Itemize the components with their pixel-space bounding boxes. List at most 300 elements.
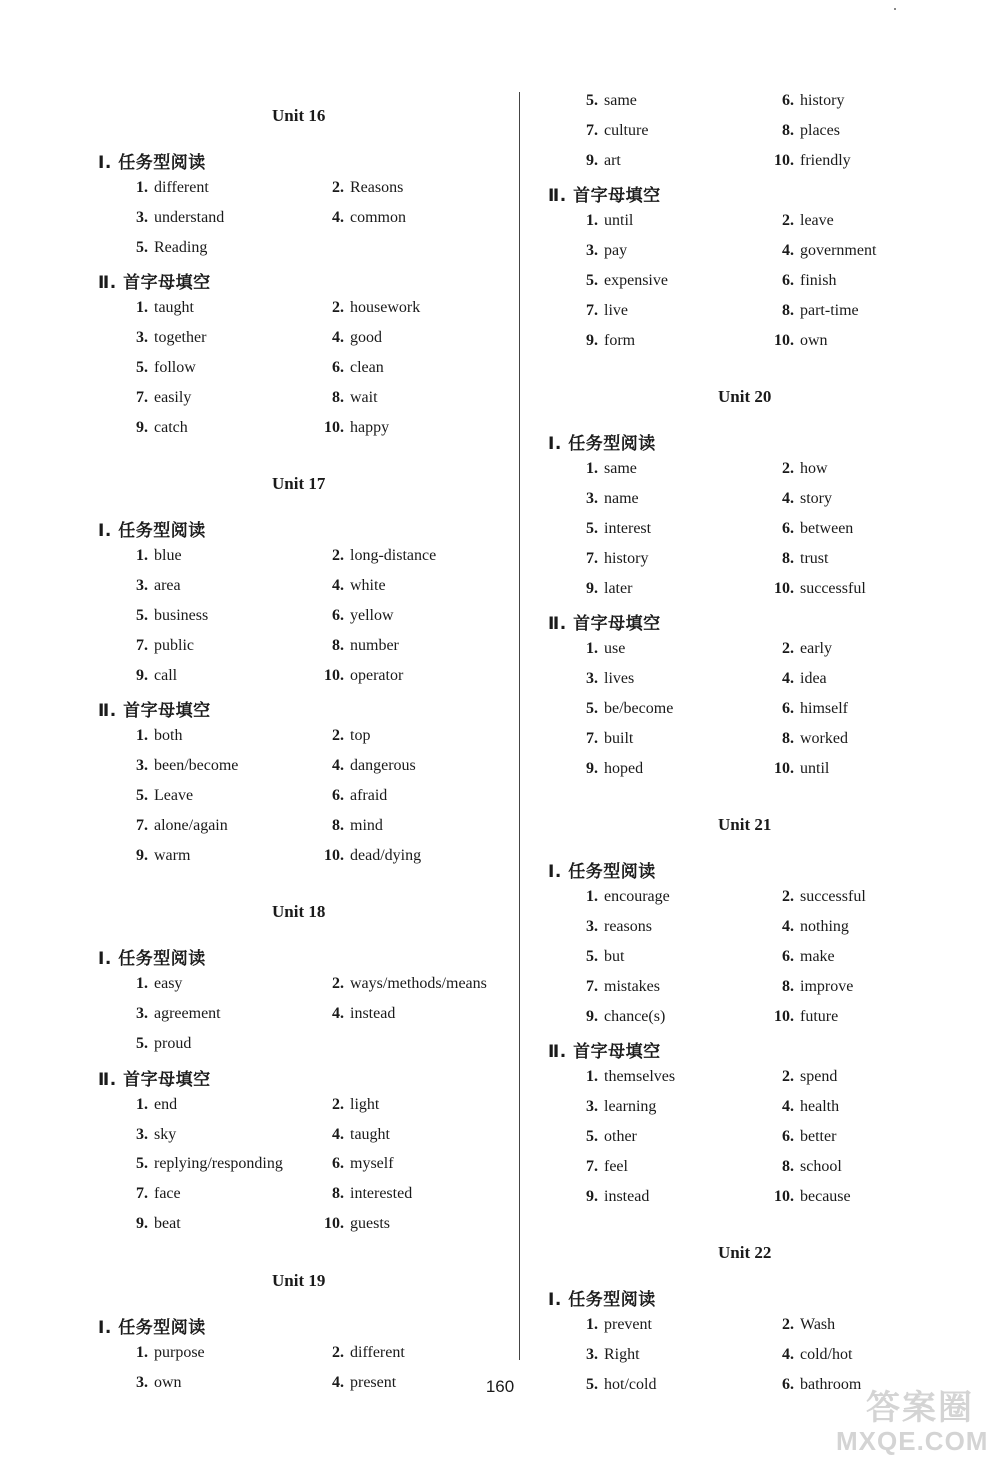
- answer-item: [768, 580, 866, 598]
- answer-number: 2.: [332, 975, 344, 993]
- section-heading: Ⅰ. 任务型阅读: [98, 1317, 206, 1338]
- answer-item: [318, 1155, 394, 1173]
- answer-item: [768, 550, 828, 568]
- answer-item: [122, 607, 208, 625]
- answer-word: number: [350, 636, 399, 654]
- answer-number: 5.: [586, 948, 598, 965]
- answer-item: [122, 419, 188, 437]
- answer-item: [572, 1316, 652, 1334]
- answer-item: [572, 1158, 628, 1176]
- answer-word: spend: [800, 1068, 838, 1086]
- answer-word: chance(s): [604, 1007, 666, 1025]
- answer-word: learning: [604, 1098, 657, 1116]
- answer-word: cold/hot: [800, 1346, 853, 1364]
- answer-number: 8.: [332, 388, 344, 406]
- answer-number: 3.: [136, 1125, 148, 1143]
- section-heading: Ⅰ. 任务型阅读: [98, 521, 206, 542]
- answer-word: alone/again: [154, 816, 228, 834]
- answer-word: improve: [800, 977, 854, 995]
- answer-word: ways/methods/means: [350, 975, 487, 993]
- answer-item: [768, 888, 866, 906]
- answer-item: [572, 550, 648, 568]
- answer-word: expensive: [604, 272, 668, 289]
- answer-item: [768, 460, 828, 478]
- section-heading: Ⅱ. 首字母填空: [98, 1069, 211, 1090]
- answer-item: [768, 520, 853, 538]
- answer-number: 7.: [586, 549, 598, 567]
- unit-title: Unit 22: [718, 1243, 772, 1263]
- answer-word: be/become: [604, 700, 674, 717]
- answer-number: 10.: [774, 759, 794, 777]
- answer-word: common: [350, 208, 406, 226]
- answer-word: taught: [154, 299, 194, 317]
- section-heading: Ⅰ. 任务型阅读: [98, 153, 206, 173]
- answer-number: 8.: [782, 301, 794, 319]
- answer-item: [122, 667, 177, 685]
- answer-word: long-distance: [350, 547, 437, 565]
- answer-number: 1.: [586, 888, 598, 906]
- answer-number: 7.: [136, 388, 148, 406]
- answer-word: guests: [350, 1215, 390, 1232]
- section-heading: Ⅱ. 首字母填空: [98, 273, 211, 294]
- answer-word: same: [604, 92, 637, 109]
- answer-word: history: [604, 549, 649, 567]
- answer-number: 3.: [136, 208, 148, 226]
- answer-number: 4.: [782, 1098, 794, 1116]
- answer-word: afraid: [350, 787, 388, 804]
- answer-word: better: [800, 1128, 837, 1145]
- answer-number: 5.: [586, 1376, 598, 1393]
- answer-number: 9.: [136, 1215, 148, 1232]
- answer-item: [122, 1185, 181, 1203]
- answer-number: 6.: [332, 607, 344, 624]
- answer-word: until: [800, 759, 830, 777]
- answer-item: [122, 1035, 191, 1053]
- answer-item: [572, 92, 637, 110]
- answer-number: 10.: [774, 579, 794, 597]
- answer-item: [318, 847, 421, 865]
- answer-number: 4.: [782, 1346, 794, 1364]
- answer-word: replying/responding: [154, 1155, 283, 1173]
- answer-word: reasons: [604, 918, 652, 936]
- answer-word: end: [154, 1095, 178, 1113]
- answer-item: [122, 209, 224, 227]
- answer-item: [572, 948, 624, 966]
- answer-item: [768, 670, 827, 688]
- answer-number: 5.: [136, 359, 148, 376]
- answer-item: [768, 92, 844, 110]
- answer-number: 10.: [774, 151, 794, 169]
- answer-number: 4.: [782, 242, 794, 260]
- answer-item: [768, 730, 848, 748]
- answer-word: pay: [604, 242, 628, 260]
- answer-word: future: [800, 1007, 839, 1025]
- answer-number: 2.: [332, 299, 344, 317]
- answer-word: myself: [350, 1155, 394, 1173]
- answer-item: [122, 299, 194, 317]
- answer-item: [572, 1346, 640, 1364]
- answer-item: [768, 1128, 836, 1146]
- answer-number: 10.: [324, 666, 344, 684]
- answer-item: [122, 757, 238, 775]
- answer-item: [572, 520, 651, 538]
- answer-word: both: [154, 727, 183, 745]
- answer-number: 8.: [782, 1157, 794, 1175]
- answer-item: [122, 817, 228, 835]
- answer-number: 3.: [586, 242, 598, 260]
- answer-number: 10.: [324, 846, 344, 864]
- section-heading: Ⅰ. 任务型阅读: [548, 434, 656, 455]
- answer-number: 8.: [782, 549, 794, 567]
- answer-item: [572, 242, 627, 260]
- answer-number: 3.: [586, 670, 598, 688]
- unit-title: Unit 16: [272, 106, 326, 125]
- answer-word: call: [154, 666, 178, 684]
- answer-item: [318, 209, 406, 227]
- answer-word: taught: [350, 1125, 390, 1143]
- answer-item: [122, 1096, 177, 1114]
- answer-item: [572, 490, 639, 508]
- answer-number: 3.: [586, 918, 598, 936]
- answer-number: 6.: [782, 1128, 794, 1145]
- answer-number: 7.: [586, 121, 598, 139]
- answer-number: 6.: [332, 787, 344, 804]
- page-number: 160: [485, 1377, 515, 1396]
- answer-word: beat: [154, 1215, 181, 1232]
- answer-number: 5.: [586, 1128, 598, 1145]
- answer-item: [768, 640, 832, 658]
- answer-item: [122, 1155, 283, 1173]
- answer-number: 5.: [136, 238, 148, 256]
- answer-number: 5.: [136, 1155, 148, 1173]
- answer-item: [572, 700, 673, 718]
- answer-word: successful: [800, 888, 866, 906]
- answer-number: 9.: [586, 331, 598, 349]
- answer-item: [122, 1374, 182, 1392]
- answer-number: 2.: [332, 727, 344, 745]
- answer-word: Reasons: [350, 179, 404, 196]
- answer-number: 3.: [136, 577, 148, 595]
- answer-word: been/become: [154, 757, 239, 775]
- answer-word: agreement: [154, 1005, 221, 1023]
- answer-word: interested: [350, 1185, 413, 1203]
- answer-word: name: [604, 490, 639, 508]
- answer-number: 4.: [782, 490, 794, 508]
- answer-number: 3.: [136, 1373, 148, 1391]
- answer-number: 7.: [586, 977, 598, 995]
- answer-item: [318, 975, 487, 993]
- answer-item: [318, 757, 416, 775]
- answer-word: easily: [154, 388, 192, 406]
- answer-item: [122, 1215, 181, 1233]
- answer-word: bathroom: [800, 1376, 862, 1393]
- answer-word: wait: [350, 388, 378, 406]
- answer-word: lives: [604, 670, 635, 688]
- answer-number: 4.: [782, 670, 794, 688]
- answer-number: 2.: [782, 460, 794, 478]
- answer-item: [768, 700, 848, 718]
- answer-word: mistakes: [604, 977, 660, 995]
- answer-item: [768, 1158, 842, 1176]
- answer-word: light: [350, 1095, 380, 1113]
- answer-word: interest: [604, 520, 652, 537]
- answer-item: [572, 730, 633, 748]
- answer-item: [122, 727, 182, 745]
- answer-number: 8.: [332, 1185, 344, 1203]
- answer-number: 5.: [586, 700, 598, 717]
- answer-item: [122, 1005, 221, 1023]
- answer-word: proud: [154, 1035, 192, 1052]
- answer-number: 4.: [332, 208, 344, 226]
- answer-word: instead: [350, 1005, 396, 1023]
- answer-number: 7.: [136, 636, 148, 654]
- answer-item: [572, 580, 632, 598]
- answer-item: [572, 212, 633, 230]
- answer-number: 10.: [774, 331, 794, 349]
- answer-number: 4.: [782, 918, 794, 936]
- answer-item: [768, 1316, 835, 1334]
- answer-item: [572, 460, 637, 478]
- answer-item: [768, 332, 828, 350]
- answer-number: 2.: [782, 888, 794, 906]
- answer-item: [768, 490, 832, 508]
- answer-item: [572, 1068, 675, 1086]
- answer-word: Right: [604, 1346, 640, 1364]
- answer-number: 6.: [332, 359, 344, 376]
- answer-word: together: [154, 329, 207, 347]
- answer-item: [122, 329, 206, 347]
- answer-item: [572, 152, 621, 170]
- answer-item: [122, 239, 207, 257]
- answer-number: 3.: [136, 329, 148, 347]
- answer-word: Reading: [154, 238, 208, 256]
- answer-word: because: [800, 1187, 851, 1205]
- answer-number: 4.: [332, 757, 344, 775]
- answer-number: 6.: [782, 520, 794, 537]
- answer-item: [122, 1126, 176, 1144]
- answer-word: public: [154, 636, 194, 654]
- answer-number: 4.: [332, 329, 344, 347]
- answer-number: 3.: [136, 1005, 148, 1023]
- answer-word: blue: [154, 547, 182, 565]
- answer-number: 4.: [332, 577, 344, 595]
- answer-number: 3.: [586, 1098, 598, 1116]
- answer-word: idea: [800, 670, 827, 688]
- answer-item: [572, 760, 643, 778]
- answer-item: [768, 760, 829, 778]
- answer-item: [572, 918, 652, 936]
- answer-word: prevent: [604, 1316, 652, 1334]
- answer-word: dead/dying: [350, 846, 422, 864]
- answer-item: [768, 242, 876, 260]
- answer-number: 4.: [332, 1005, 344, 1023]
- answer-number: 7.: [586, 1157, 598, 1175]
- answer-word: worked: [800, 729, 848, 747]
- answer-word: later: [604, 579, 633, 597]
- answer-number: 10.: [774, 1187, 794, 1205]
- answer-item: [572, 978, 660, 996]
- answer-word: culture: [604, 121, 649, 139]
- section-heading: Ⅱ. 首字母填空: [548, 614, 661, 635]
- answer-item: [768, 152, 851, 170]
- answer-word: feel: [604, 1157, 628, 1175]
- answer-number: 1.: [136, 1095, 148, 1113]
- answer-number: 9.: [136, 666, 148, 684]
- answer-word: part-time: [800, 301, 859, 319]
- answer-word: finish: [800, 272, 837, 289]
- answer-word: live: [604, 301, 628, 319]
- answer-item: [318, 1185, 412, 1203]
- answer-number: 6.: [782, 92, 794, 109]
- answer-number: 2.: [782, 212, 794, 230]
- answer-item: [122, 577, 181, 595]
- answer-item: [768, 122, 840, 140]
- answer-word: own: [800, 331, 828, 349]
- answer-item: [122, 975, 182, 993]
- answer-number: 1.: [136, 547, 148, 565]
- answer-number: 10.: [324, 418, 344, 436]
- answer-number: 8.: [782, 977, 794, 995]
- answer-word: purpose: [154, 1343, 205, 1361]
- watermark-bottom-text: MXQE.COM: [836, 1426, 989, 1456]
- answer-item: [572, 1098, 656, 1116]
- answer-item: [572, 122, 648, 140]
- unit-title: Unit 21: [718, 815, 772, 835]
- unit-title: Unit 20: [718, 387, 772, 407]
- answer-number: 8.: [782, 121, 794, 139]
- answer-item: [318, 419, 389, 437]
- answer-number: 9.: [586, 579, 598, 597]
- answer-word: own: [154, 1373, 182, 1391]
- answer-number: 8.: [332, 816, 344, 834]
- answer-word: good: [350, 329, 382, 347]
- answer-word: catch: [154, 418, 188, 436]
- answer-word: present: [350, 1373, 397, 1391]
- answer-word: encourage: [604, 888, 670, 906]
- answer-item: [768, 1008, 838, 1026]
- answer-word: instead: [604, 1187, 650, 1205]
- answer-word: hoped: [604, 759, 644, 777]
- answer-number: 2.: [332, 547, 344, 565]
- answer-word: story: [800, 490, 832, 508]
- answer-word: face: [154, 1185, 181, 1203]
- answer-number: 5.: [136, 787, 148, 804]
- answer-item: [318, 359, 384, 377]
- answer-item: [318, 329, 382, 347]
- watermark-logo: [836, 1380, 996, 1462]
- answer-item: [318, 299, 420, 317]
- section-heading: Ⅱ. 首字母填空: [548, 1042, 661, 1063]
- answer-number: 2.: [332, 1343, 344, 1361]
- section-heading: Ⅱ. 首字母填空: [548, 186, 661, 207]
- answer-word: form: [604, 331, 636, 349]
- answer-number: 1.: [136, 1343, 148, 1361]
- answer-number: 2.: [782, 640, 794, 658]
- answer-item: [572, 332, 635, 350]
- answer-word: easy: [154, 975, 183, 993]
- answer-item: [768, 948, 835, 966]
- answer-number: 2.: [332, 179, 344, 196]
- answer-number: 9.: [586, 1187, 598, 1205]
- answer-word: until: [604, 212, 634, 230]
- answer-word: warm: [154, 846, 191, 864]
- answer-item: [768, 978, 853, 996]
- answer-word: art: [604, 151, 621, 169]
- answer-number: 1.: [586, 1068, 598, 1086]
- column-divider: [519, 92, 520, 1360]
- answer-item: [768, 1346, 852, 1364]
- answer-word: business: [154, 607, 209, 624]
- answer-number: 7.: [136, 1185, 148, 1203]
- answer-word: health: [800, 1098, 840, 1116]
- answer-item: [768, 1188, 851, 1206]
- answer-number: 8.: [332, 636, 344, 654]
- answer-word: same: [604, 460, 637, 478]
- answer-word: early: [800, 640, 832, 658]
- answer-item: [318, 389, 378, 407]
- answer-number: 2.: [782, 1068, 794, 1086]
- answer-word: hot/cold: [604, 1376, 657, 1393]
- answer-number: 1.: [136, 975, 148, 993]
- answer-number: 6.: [782, 272, 794, 289]
- answer-number: 1.: [136, 299, 148, 317]
- answer-number: 6.: [782, 948, 794, 965]
- answer-word: dangerous: [350, 757, 416, 775]
- answer-item: [318, 1215, 390, 1233]
- answer-word: friendly: [800, 151, 851, 169]
- answer-word: follow: [154, 359, 196, 376]
- answer-word: built: [604, 729, 634, 747]
- answer-item: [318, 179, 403, 197]
- answer-number: 1.: [586, 212, 598, 230]
- answer-number: 5.: [586, 92, 598, 109]
- answer-word: understand: [154, 208, 225, 226]
- answer-number: 2.: [782, 1316, 794, 1334]
- answer-number: 3.: [586, 490, 598, 508]
- answer-word: make: [800, 948, 835, 965]
- answer-item: [318, 727, 370, 745]
- answer-word: area: [154, 577, 181, 595]
- section-heading: Ⅰ. 任务型阅读: [548, 862, 656, 883]
- answer-number: 7.: [136, 816, 148, 834]
- answer-word: yellow: [350, 607, 394, 624]
- answer-word: nothing: [800, 918, 849, 936]
- answer-number: 8.: [782, 729, 794, 747]
- answer-item: [768, 918, 849, 936]
- answer-item: [572, 1128, 637, 1146]
- answer-item: [318, 637, 399, 655]
- answer-word: places: [800, 121, 840, 139]
- answer-item: [122, 1344, 205, 1362]
- answer-number: 7.: [586, 729, 598, 747]
- answer-item: [572, 302, 628, 320]
- answer-item: [122, 787, 193, 805]
- answer-item: [318, 1005, 395, 1023]
- answer-number: 1.: [586, 1316, 598, 1334]
- answer-item: [122, 179, 209, 197]
- answer-item: [572, 1188, 649, 1206]
- answer-item: [572, 670, 634, 688]
- unit-title: Unit 17: [272, 474, 326, 494]
- answer-item: [318, 1126, 390, 1144]
- answer-number: 5.: [586, 520, 598, 537]
- answer-word: themselves: [604, 1068, 676, 1086]
- answer-item: [318, 547, 436, 565]
- answer-item: [318, 1374, 396, 1392]
- answer-item: [318, 667, 403, 685]
- answer-number: 7.: [586, 301, 598, 319]
- answer-number: 5.: [586, 272, 598, 289]
